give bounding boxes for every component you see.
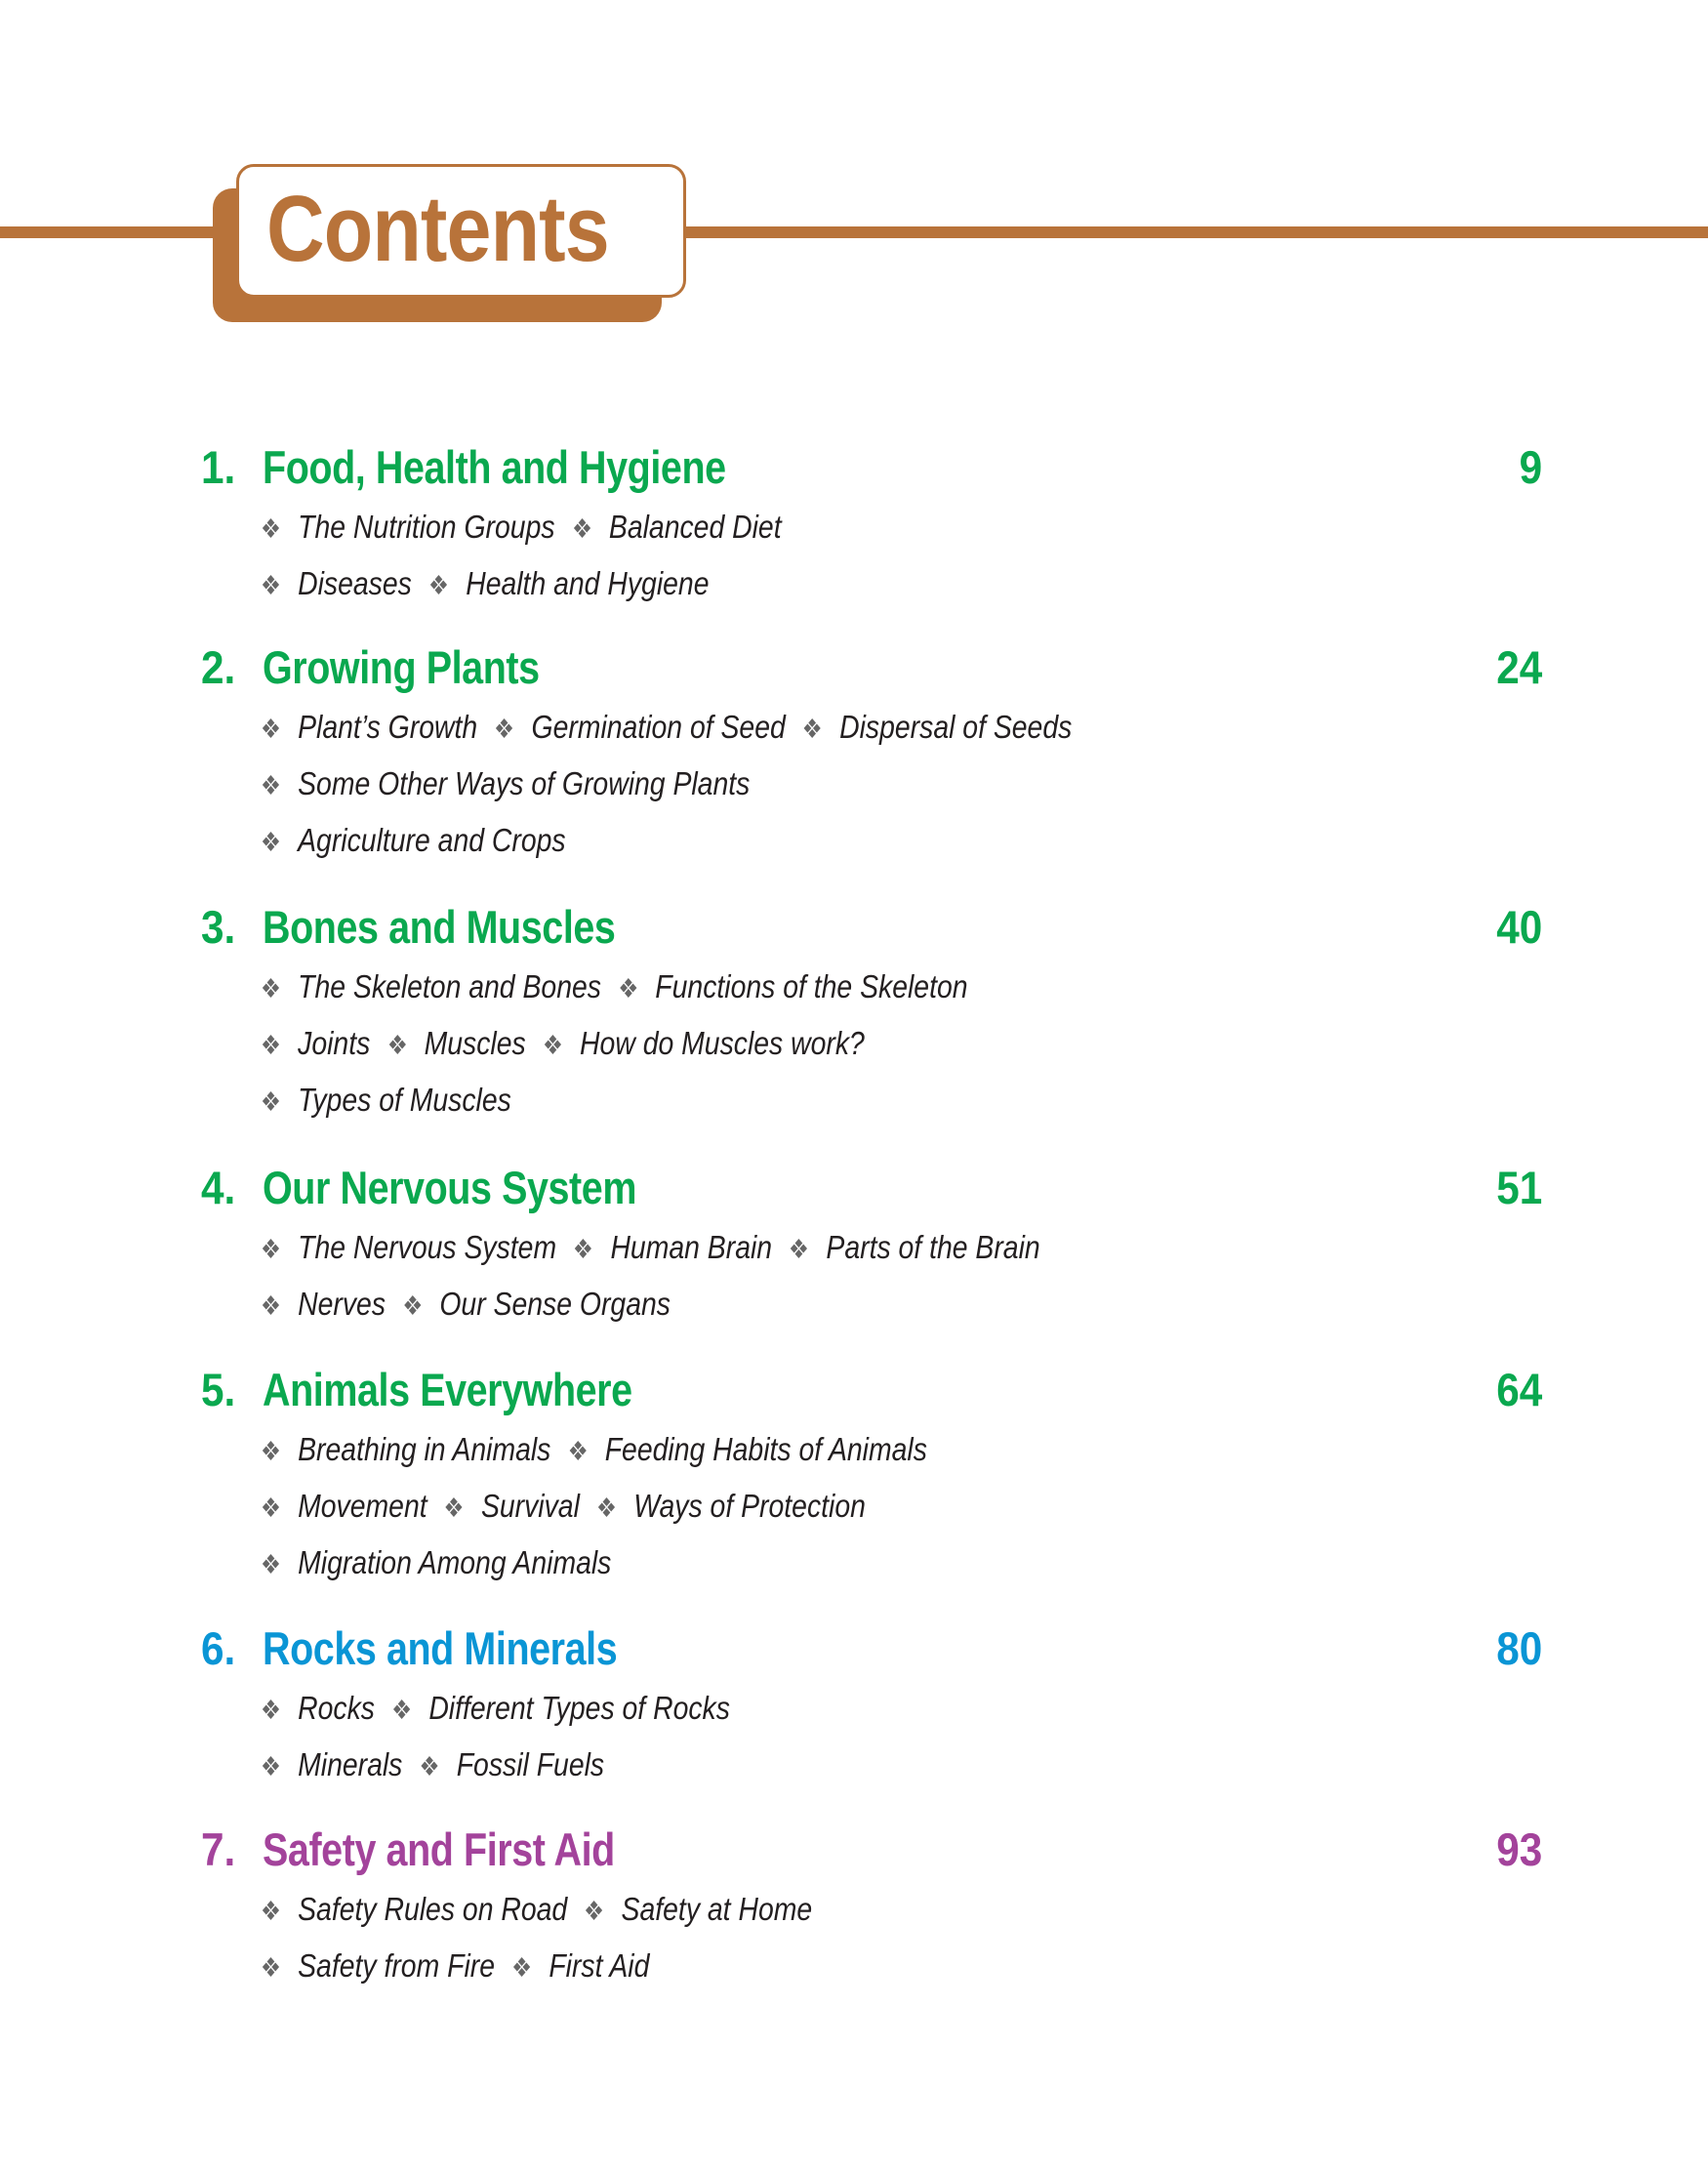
diamond-bullet-icon <box>574 1238 592 1259</box>
diamond-bullet-icon <box>262 1090 280 1112</box>
diamond-bullet-icon <box>262 977 280 999</box>
page-number[interactable]: 40 <box>1495 901 1542 953</box>
diamond-bullet-icon <box>262 717 280 739</box>
chapter-number: 3. <box>201 901 236 953</box>
chapter-title[interactable]: Bones and Muscles <box>263 901 616 953</box>
diamond-bullet-icon <box>262 1294 280 1316</box>
topic-item[interactable]: Our Sense Organs <box>439 1286 671 1322</box>
topic-item[interactable]: First Aid <box>549 1947 650 1984</box>
toc-entry-3[interactable] <box>0 895 1708 953</box>
diamond-bullet-icon <box>403 1294 422 1316</box>
topic-line <box>262 764 750 803</box>
topic-item[interactable]: Feeding Habits of Animals <box>604 1431 927 1467</box>
topic-line <box>262 1430 927 1469</box>
topic-item[interactable]: Germination of Seed <box>531 709 786 745</box>
topic-line <box>262 1890 812 1929</box>
topic-item[interactable]: Types of Muscles <box>298 1082 511 1118</box>
toc-entry-6[interactable] <box>0 1617 1708 1674</box>
chapter-number: 5. <box>201 1364 236 1415</box>
diamond-bullet-icon <box>569 1440 588 1461</box>
topic-line <box>262 1228 1040 1267</box>
diamond-bullet-icon <box>262 1496 280 1518</box>
topic-item[interactable]: Muscles <box>424 1025 526 1061</box>
toc-entry-7[interactable] <box>0 1818 1708 1875</box>
chapter-title[interactable]: Our Nervous System <box>263 1162 637 1213</box>
topic-item[interactable]: Diseases <box>298 565 412 601</box>
toc-entry-5[interactable] <box>0 1358 1708 1413</box>
topic-item[interactable]: Safety at Home <box>621 1891 813 1927</box>
diamond-bullet-icon <box>262 1034 280 1055</box>
page-number[interactable]: 51 <box>1495 1162 1542 1213</box>
topic-line <box>262 1543 611 1582</box>
topic-line <box>262 821 566 860</box>
diamond-bullet-icon <box>544 1034 562 1055</box>
topic-item[interactable]: Parts of the Brain <box>826 1229 1040 1265</box>
topic-line <box>262 1285 671 1324</box>
topic-item[interactable]: Balanced Diet <box>608 509 782 545</box>
diamond-bullet-icon <box>619 977 637 999</box>
diamond-bullet-icon <box>392 1699 411 1720</box>
topic-item[interactable]: Joints <box>298 1025 371 1061</box>
diamond-bullet-icon <box>262 1956 280 1978</box>
topic-line <box>262 1946 649 1986</box>
topic-item[interactable]: Breathing in Animals <box>298 1431 551 1467</box>
diamond-bullet-icon <box>445 1496 464 1518</box>
topic-item[interactable]: Agriculture and Crops <box>298 822 566 858</box>
page-number[interactable]: 80 <box>1495 1622 1542 1674</box>
diamond-bullet-icon <box>262 1755 280 1777</box>
page-number[interactable]: 24 <box>1495 641 1542 693</box>
chapter-title[interactable]: Safety and First Aid <box>263 1823 615 1875</box>
topic-item[interactable]: Nerves <box>298 1286 386 1322</box>
chapter-number: 4. <box>201 1162 236 1213</box>
topic-item[interactable]: Different Types of Rocks <box>428 1690 730 1726</box>
chapter-title[interactable]: Food, Health and Hygiene <box>263 441 726 493</box>
diamond-bullet-icon <box>429 574 448 595</box>
diamond-bullet-icon <box>495 717 513 739</box>
toc-entry-1[interactable] <box>0 435 1708 493</box>
topic-item[interactable]: The Nervous System <box>298 1229 557 1265</box>
chapter-number: 7. <box>201 1823 236 1875</box>
chapter-number: 2. <box>201 641 236 693</box>
diamond-bullet-icon <box>790 1238 808 1259</box>
page-title: Contents <box>266 177 609 281</box>
topic-item[interactable]: Human Brain <box>610 1229 773 1265</box>
diamond-bullet-icon <box>262 1238 280 1259</box>
topic-item[interactable]: The Skeleton and Bones <box>298 968 601 1004</box>
chapter-number: 6. <box>201 1622 236 1674</box>
topic-item[interactable]: Dispersal of Seeds <box>839 709 1073 745</box>
diamond-bullet-icon <box>262 1553 280 1575</box>
diamond-bullet-icon <box>262 1699 280 1720</box>
topic-item[interactable]: Plant’s Growth <box>298 709 478 745</box>
page-number[interactable]: 93 <box>1495 1823 1542 1875</box>
topic-line <box>262 1024 865 1063</box>
topic-item[interactable]: How do Muscles work? <box>580 1025 865 1061</box>
diamond-bullet-icon <box>262 574 280 595</box>
topic-line <box>262 1487 866 1526</box>
topic-item[interactable]: Movement <box>298 1488 427 1524</box>
diamond-bullet-icon <box>803 717 822 739</box>
diamond-bullet-icon <box>421 1755 439 1777</box>
topic-line <box>262 1745 604 1784</box>
toc-entry-2[interactable] <box>0 635 1708 693</box>
toc-entry-4[interactable] <box>0 1156 1708 1213</box>
topic-line <box>262 708 1072 747</box>
topic-item[interactable]: Migration Among Animals <box>298 1544 612 1580</box>
chapter-number: 1. <box>201 441 236 493</box>
topic-item[interactable]: Ways of Protection <box>633 1488 866 1524</box>
topic-item[interactable]: The Nutrition Groups <box>298 509 555 545</box>
topic-line <box>262 967 968 1006</box>
topic-item[interactable]: Minerals <box>298 1746 403 1782</box>
topic-line <box>262 1689 730 1728</box>
chapter-title[interactable]: Growing Plants <box>263 641 540 693</box>
diamond-bullet-icon <box>262 1900 280 1921</box>
topic-line <box>262 1081 511 1120</box>
diamond-bullet-icon <box>262 1440 280 1461</box>
topic-item[interactable]: Rocks <box>298 1690 375 1726</box>
topic-item[interactable]: Survival <box>480 1488 580 1524</box>
diamond-bullet-icon <box>262 517 280 539</box>
chapter-title[interactable]: Animals Everywhere <box>263 1364 632 1415</box>
topic-line <box>262 564 709 603</box>
topic-item[interactable]: Safety Rules on Road <box>298 1891 568 1927</box>
topic-line <box>262 508 782 547</box>
diamond-bullet-icon <box>512 1956 531 1978</box>
topic-item[interactable]: Safety from Fire <box>298 1947 495 1984</box>
page-number[interactable]: 9 <box>1519 441 1542 493</box>
page-number[interactable]: 64 <box>1495 1364 1542 1415</box>
chapter-title[interactable]: Rocks and Minerals <box>263 1622 618 1674</box>
topic-item[interactable]: Some Other Ways of Growing Plants <box>298 765 751 801</box>
diamond-bullet-icon <box>262 831 280 852</box>
topic-item[interactable]: Functions of the Skeleton <box>655 968 968 1004</box>
diamond-bullet-icon <box>597 1496 616 1518</box>
diamond-bullet-icon <box>387 1034 406 1055</box>
topic-item[interactable]: Fossil Fuels <box>456 1746 605 1782</box>
topic-item[interactable]: Health and Hygiene <box>466 565 710 601</box>
diamond-bullet-icon <box>262 774 280 796</box>
diamond-bullet-icon <box>585 1900 603 1921</box>
diamond-bullet-icon <box>573 517 591 539</box>
